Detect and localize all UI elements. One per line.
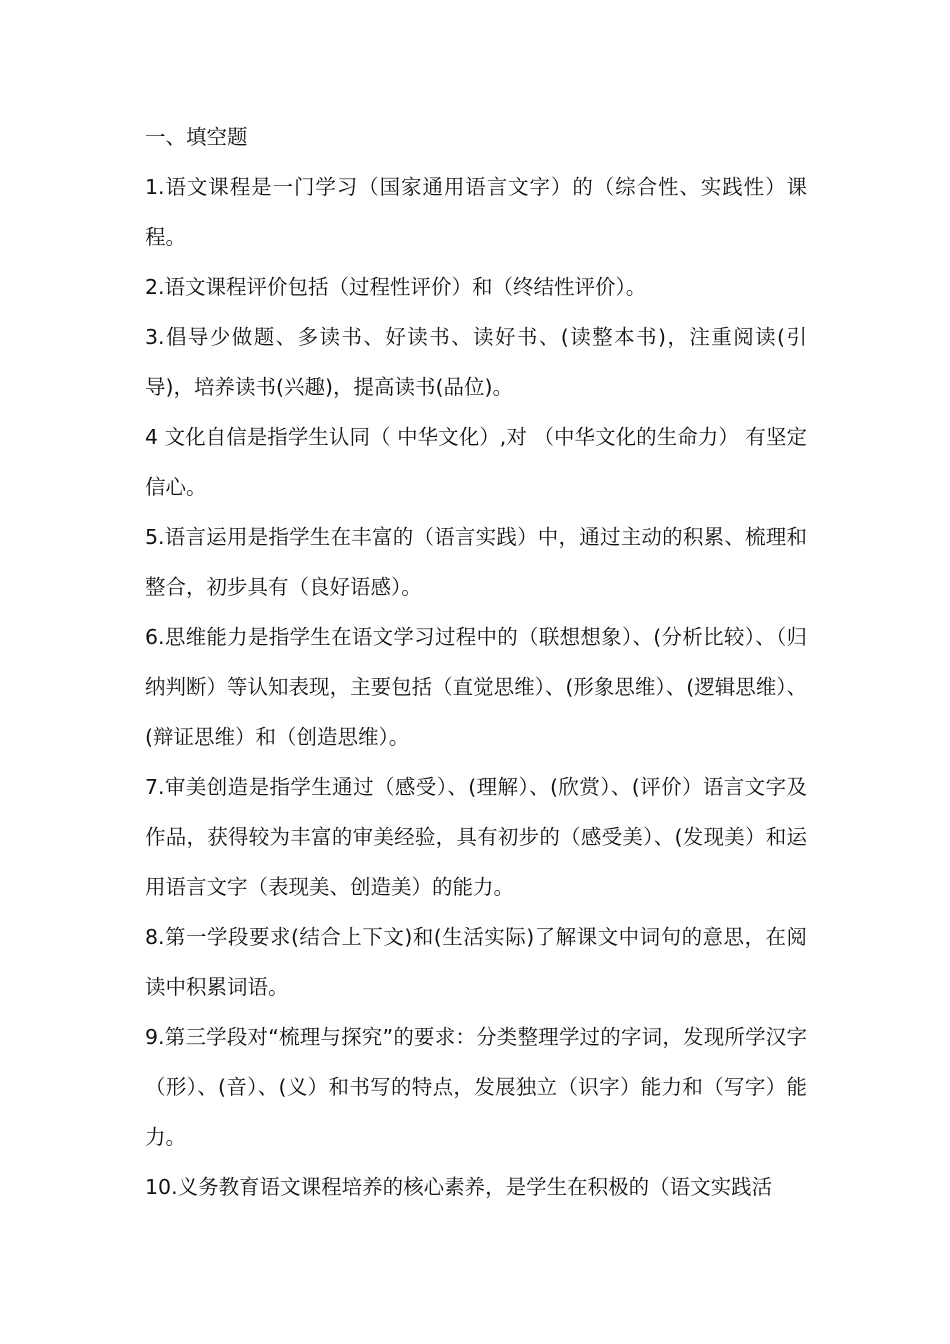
question-9: 9.第三学段对“梳理与探究”的要求：分类整理学过的字词，发现所学汉字（形）、(音）、(义）和书写的特点，发展独立（识字）能力和（写字）能力。 [145, 1025, 807, 1149]
document-body [145, 112, 807, 1212]
question-6: 6.思维能力是指学生在语文学习过程中的（联想想象）、(分析比较）、（归纳判断）等认知表现，主要包括（直觉思维）、(形象思维）、(逻辑思维）、(辩证思维）和（创造思维）。 [145, 625, 807, 749]
question-3: 3.倡导少做题、多读书、好读书、读好书、(读整本书)，注重阅读(引导)，培养读书(兴趣)，提高读书(品位)。 [145, 325, 807, 399]
question-5: 5.语言运用是指学生在丰富的（语言实践）中，通过主动的积累、梳理和整合，初步具有（良好语感）。 [145, 525, 807, 599]
question-7: 7.审美创造是指学生通过（感受）、(理解）、(欣赏）、(评价）语言文字及作品，获得较为丰富的审美经验，具有初步的（感受美）、(发现美）和运用语言文字（表现美、创造美）的能力。 [145, 775, 807, 899]
question-10: 10.义务教育语文课程培养的核心素养，是学生在积极的（语文实践活 [145, 1175, 773, 1199]
question-1: 1.语文课程是一门学习（国家通用语言文字）的（综合性、实践性）课程。 [145, 175, 807, 249]
section-title: 一、填空题 [145, 125, 248, 149]
question-2: 2.语文课程评价包括（过程性评价）和（终结性评价）。 [145, 275, 647, 299]
question-4: 4 文化自信是指学生认同（ 中华文化）,对 （中华文化的生命力） 有坚定信心。 [145, 425, 807, 499]
question-8: 8.第一学段要求(结合上下文)和(生活实际)了解课文中词句的意思，在阅读中积累词语。 [145, 925, 807, 999]
